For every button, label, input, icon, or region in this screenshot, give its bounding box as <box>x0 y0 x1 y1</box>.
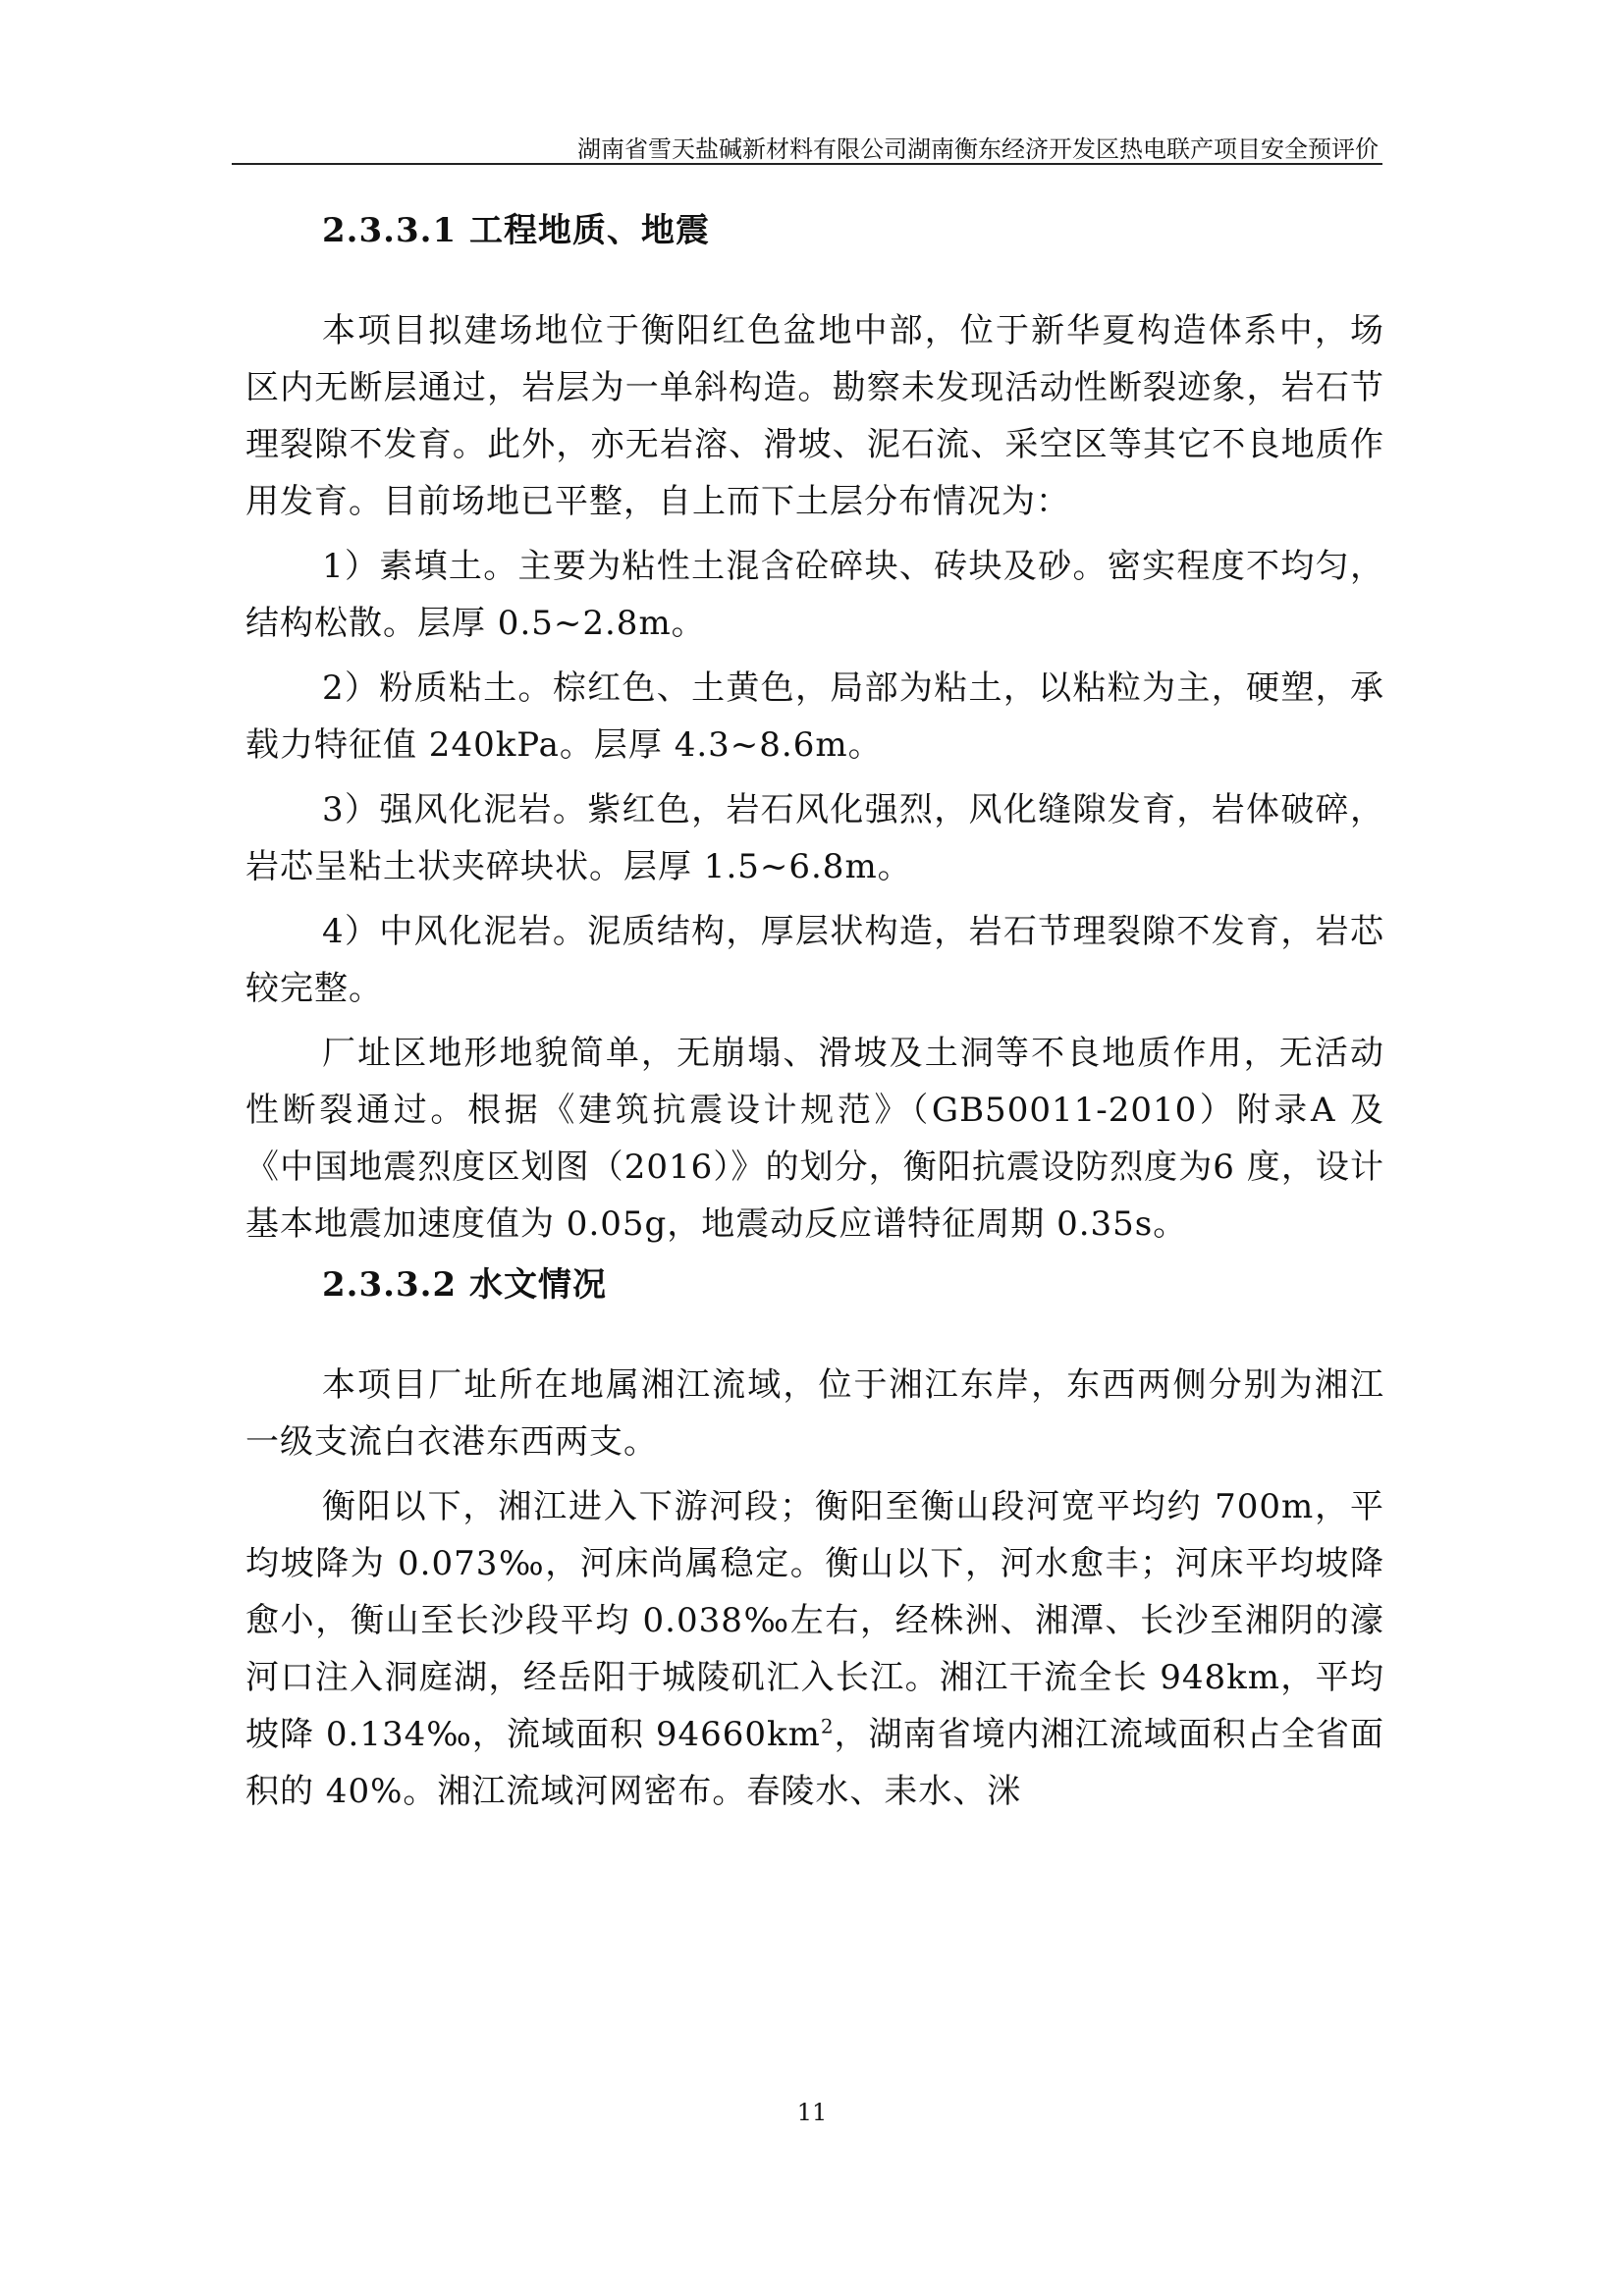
paragraph-xiang-river <box>245 1478 1384 1820</box>
header-title: 湖南省雪天盐碱新材料有限公司湖南衡东经济开发区热电联产项目安全预评价 <box>577 135 1379 163</box>
paragraph-site-overview: 本项目拟建场地位于衡阳红色盆地中部，位于新华夏构造体系中，场区内无断层通过，岩层为一单斜构造。勘察未发现活动性断裂迹象，岩石节理裂隙不发育。此外，亦无岩溶、滑坡、泥石流、采空区等其它不良地质作用发育。目前场地已平整，自上而下土层分布情况为： <box>245 311 1384 521</box>
paragraph-soil-layer-2: 2）粉质粘土。棕红色、土黄色，局部为粘土，以粘粒为主，硬塑，承载力特征值 240kPa。层厚 4.3~8.6m。 <box>245 668 1384 765</box>
section-title-hydrology: 2.3.3.2 水文情况 <box>322 1265 607 1305</box>
area-exponent: 2 <box>820 1714 835 1738</box>
xiang-river-text-tail: ，湖南省境内湘江流域面积占全省面积的 40%。湘江流域河网密布。春陵水、耒水、洣 <box>245 1715 1385 1811</box>
section-title-geology: 2.3.3.1 工程地质、地震 <box>322 211 710 250</box>
xiang-river-text: 衡阳以下，湘江进入下游河段；衡阳至衡山段河宽平均约 700m，平均坡降为 0.073‰，河床尚属稳定。衡山以下，河水愈丰；河床平均坡降愈小，衡山至长沙段平均 0.038‰左右，经株洲、湘潭、长沙至湘阴的濠河口注入洞庭湖，经岳阳于城陵矶汇入长江。湘江干流全长 948km，平均坡降 0.134‰，流域面积 94660km <box>245 1487 1384 1754</box>
paragraph-soil-layer-1: 1）素填土。主要为粘性土混含砼碎块、砖块及砂。密实程度不均匀，结构松散。层厚 0.5~2.8m。 <box>245 547 1384 643</box>
paragraph-seismic: 厂址区地形地貌简单，无崩塌、滑坡及土洞等不良地质作用，无活动性断裂通过。根据《建筑抗震设计规范》（GB50011-2010）附录A 及《中国地震烈度区划图（2016）》的划分，衡阳抗震设防烈度为6 度，设计基本地震加速度值为 0.05g，地震动反应谱特征周期 0.35s。 <box>245 1034 1384 1244</box>
page-header <box>232 126 1382 165</box>
document-body <box>245 206 1384 1820</box>
paragraph-watershed: 本项目厂址所在地属湘江流域，位于湘江东岸，东西两侧分别为湘江一级支流白衣港东西两支。 <box>245 1365 1384 1462</box>
page-number: 11 <box>796 2099 828 2126</box>
paragraph-soil-layer-3: 3）强风化泥岩。紫红色，岩石风化强烈，风化缝隙发育，岩体破碎，岩芯呈粘土状夹碎块状。层厚 1.5~6.8m。 <box>245 790 1384 886</box>
paragraph-soil-layer-4: 4）中风化泥岩。泥质结构，厚层状构造，岩石节理裂隙不发育，岩芯较完整。 <box>245 912 1384 1008</box>
